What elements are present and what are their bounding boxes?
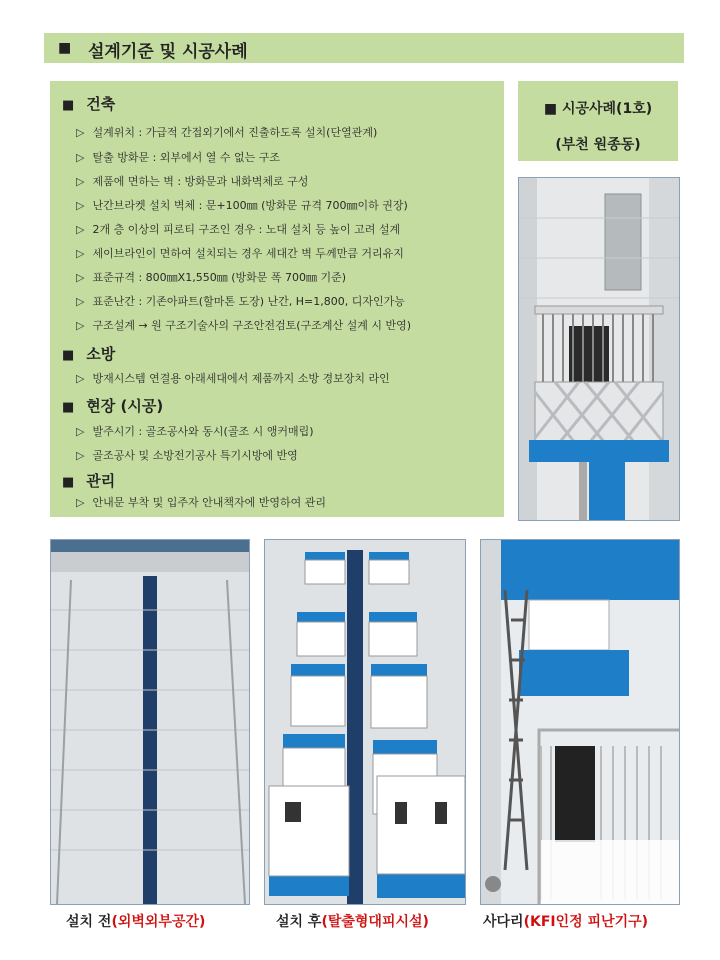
item-marker: ▷ — [76, 372, 85, 385]
item-text: 2개 층 이상의 피로티 구조인 경우 : 노대 설치 등 높이 고려 설계 — [92, 223, 401, 236]
caption-highlight: (외벽외부공간) — [111, 914, 206, 930]
item-text: 탈출 방화문 : 외부에서 열 수 없는 구조 — [92, 151, 281, 164]
item-text: 안내문 부착 및 입주자 안내책자에 반영하여 관리 — [92, 496, 326, 509]
item-marker: ▷ — [76, 151, 85, 164]
item-text: 표준규격 : 800㎜X1,550㎜ (방화문 폭 700㎜ 기준) — [92, 271, 347, 284]
facade-after-illustration — [265, 540, 465, 904]
title-bar — [44, 33, 684, 63]
after-photo — [264, 539, 466, 905]
caption-prefix: 설치 전 — [66, 914, 112, 930]
before-caption — [66, 911, 205, 931]
case-study-title: ■ 시공사례(1호) — [543, 101, 653, 117]
list-item — [76, 197, 408, 213]
section-fire — [62, 343, 115, 364]
balcony-photo-illustration — [519, 178, 679, 520]
page-title: 설계기준 및 시공사례 — [88, 42, 248, 62]
item-marker: ▷ — [76, 496, 85, 509]
facade-before-illustration — [51, 540, 249, 904]
list-item — [76, 370, 390, 386]
ladder-caption — [483, 911, 648, 931]
list-item — [76, 317, 411, 333]
section-bullet: ■ — [62, 348, 75, 363]
case-study-photo — [518, 177, 680, 521]
item-marker: ▷ — [76, 126, 85, 139]
section-bullet: ■ — [62, 400, 75, 415]
caption-prefix: 사다리 — [483, 914, 524, 930]
item-marker: ▷ — [76, 449, 85, 462]
case-study-label — [518, 81, 678, 161]
item-marker: ▷ — [76, 175, 85, 188]
item-text: 방재시스템 연결용 아래세대에서 제품까지 소방 경보장치 라인 — [92, 372, 390, 385]
section-title: 건축 — [86, 95, 116, 113]
item-marker: ▷ — [76, 223, 85, 236]
section-title: 관리 — [86, 472, 116, 490]
list-item — [76, 269, 346, 285]
ladder-illustration — [481, 540, 679, 904]
list-item — [76, 173, 308, 189]
section-title: 소방 — [86, 345, 116, 363]
list-item — [76, 124, 377, 140]
list-item — [76, 293, 405, 309]
item-text: 설계위치 : 가급적 간접외기에서 진출하도록 설치(단열관계) — [92, 126, 378, 139]
section-bullet: ■ — [62, 98, 75, 113]
list-item — [76, 245, 404, 261]
design-standards-panel — [50, 81, 504, 517]
item-marker: ▷ — [76, 199, 85, 212]
section-architecture — [62, 93, 115, 114]
item-marker: ▷ — [76, 271, 85, 284]
item-text: 세이브라인이 면하여 설치되는 경우 세대간 벽 두께만큼 거리유지 — [92, 247, 404, 260]
section-site — [62, 395, 163, 416]
item-text: 골조공사 및 소방전기공사 특기시방에 반영 — [92, 449, 298, 462]
list-item — [76, 447, 298, 463]
ladder-photo — [480, 539, 680, 905]
section-management — [62, 470, 115, 491]
section-bullet: ■ — [62, 475, 75, 490]
title-bullet: ■ — [58, 40, 72, 56]
item-marker: ▷ — [76, 295, 85, 308]
item-text: 구조설계 → 원 구조기술사의 구조안전검토(구조계산 설계 시 반영) — [92, 319, 412, 332]
list-item — [76, 494, 326, 510]
list-item — [76, 423, 314, 439]
item-text: 표준난간 : 기존아파트(할마톤 도장) 난간, H=1,800, 디자인가능 — [92, 295, 405, 308]
item-marker: ▷ — [76, 425, 85, 438]
item-text: 발주시기 : 골조공사와 동시(골조 시 앵커매립) — [92, 425, 314, 438]
case-study-location: (부천 원종동) — [555, 137, 641, 153]
item-marker: ▷ — [76, 319, 85, 332]
caption-prefix: 설치 후 — [276, 914, 322, 930]
item-marker: ▷ — [76, 247, 85, 260]
section-title: 현장 (시공) — [86, 397, 164, 415]
before-photo — [50, 539, 250, 905]
list-item — [76, 149, 280, 165]
caption-highlight: (KFI인정 피난기구) — [523, 914, 649, 930]
caption-highlight: (탈출형대피시설) — [321, 914, 429, 930]
item-text: 난간브라켓 설치 벽체 : 문+100㎜ (방화문 규격 700㎜이하 권장) — [92, 199, 408, 212]
list-item — [76, 221, 400, 237]
item-text: 제품에 면하는 벽 : 방화문과 내화벽체로 구성 — [92, 175, 309, 188]
after-caption — [276, 911, 429, 931]
